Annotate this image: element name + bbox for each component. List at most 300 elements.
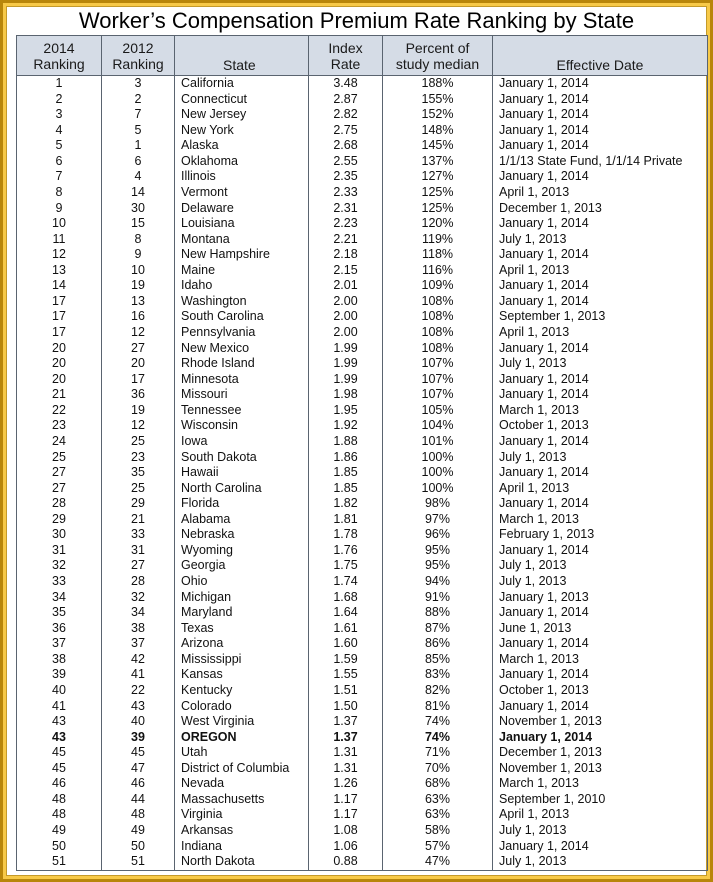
effective-date-cell: July 1, 2013 bbox=[493, 854, 708, 870]
rank-2012-cell: 21 bbox=[102, 512, 175, 528]
state-cell: Rhode Island bbox=[175, 356, 309, 372]
state-cell: Indiana bbox=[175, 839, 309, 855]
percent-median-cell: 94% bbox=[383, 574, 493, 590]
effective-date-cell: January 1, 2014 bbox=[493, 107, 708, 123]
rank-2014-cell: 21 bbox=[17, 387, 102, 403]
percent-median-cell: 105% bbox=[383, 403, 493, 419]
rank-2012-cell: 35 bbox=[102, 465, 175, 481]
index-rate-cell: 1.08 bbox=[309, 823, 383, 839]
rank-2014-cell: 37 bbox=[17, 636, 102, 652]
effective-date-cell: November 1, 2013 bbox=[493, 714, 708, 730]
index-rate-cell: 1.06 bbox=[309, 839, 383, 855]
effective-date-cell: July 1, 2013 bbox=[493, 232, 708, 248]
effective-date-cell: January 1, 2013 bbox=[493, 590, 708, 606]
rank-2014-cell: 31 bbox=[17, 543, 102, 559]
rank-2012-cell: 50 bbox=[102, 839, 175, 855]
effective-date-cell: January 1, 2014 bbox=[493, 294, 708, 310]
rank-2012-cell: 40 bbox=[102, 714, 175, 730]
index-rate-cell: 2.75 bbox=[309, 123, 383, 139]
state-cell: Nebraska bbox=[175, 527, 309, 543]
rank-2012-cell: 22 bbox=[102, 683, 175, 699]
index-rate-cell: 1.81 bbox=[309, 512, 383, 528]
percent-median-cell: 86% bbox=[383, 636, 493, 652]
table-row bbox=[17, 76, 708, 92]
table-row bbox=[17, 418, 708, 434]
state-cell: Arizona bbox=[175, 636, 309, 652]
percent-median-cell: 100% bbox=[383, 481, 493, 497]
table-row bbox=[17, 699, 708, 715]
table-row bbox=[17, 356, 708, 372]
effective-date-cell: April 1, 2013 bbox=[493, 185, 708, 201]
percent-median-cell: 145% bbox=[383, 138, 493, 154]
percent-median-cell: 100% bbox=[383, 450, 493, 466]
effective-date-cell: March 1, 2013 bbox=[493, 776, 708, 792]
rank-2012-cell: 33 bbox=[102, 527, 175, 543]
rank-2014-cell: 29 bbox=[17, 512, 102, 528]
rank-2012-cell: 17 bbox=[102, 372, 175, 388]
percent-median-cell: 119% bbox=[383, 232, 493, 248]
index-rate-cell: 2.18 bbox=[309, 247, 383, 263]
state-cell: Nevada bbox=[175, 776, 309, 792]
table-row bbox=[17, 434, 708, 450]
index-rate-cell: 1.88 bbox=[309, 434, 383, 450]
rank-2014-cell: 11 bbox=[17, 232, 102, 248]
rank-2014-cell: 1 bbox=[17, 76, 102, 92]
rank-2012-cell: 42 bbox=[102, 652, 175, 668]
header-percent-line1: Percent of bbox=[405, 39, 470, 56]
rank-2014-cell: 24 bbox=[17, 434, 102, 450]
effective-date-cell: March 1, 2013 bbox=[493, 403, 708, 419]
effective-date-cell: June 1, 2013 bbox=[493, 621, 708, 637]
percent-median-cell: 116% bbox=[383, 263, 493, 279]
percent-median-cell: 96% bbox=[383, 527, 493, 543]
table-row bbox=[17, 776, 708, 792]
table-row bbox=[17, 636, 708, 652]
percent-median-cell: 97% bbox=[383, 512, 493, 528]
index-rate-cell: 1.95 bbox=[309, 403, 383, 419]
rank-2012-cell: 39 bbox=[102, 730, 175, 746]
rank-2014-cell: 17 bbox=[17, 309, 102, 325]
rank-2012-cell: 48 bbox=[102, 807, 175, 823]
percent-median-cell: 125% bbox=[383, 185, 493, 201]
rank-2014-cell: 41 bbox=[17, 699, 102, 715]
table-body bbox=[17, 76, 708, 871]
state-cell: Tennessee bbox=[175, 403, 309, 419]
rank-2014-cell: 6 bbox=[17, 154, 102, 170]
rank-2012-cell: 19 bbox=[102, 278, 175, 294]
state-cell: Pennsylvania bbox=[175, 325, 309, 341]
index-rate-cell: 2.33 bbox=[309, 185, 383, 201]
rank-2012-cell: 37 bbox=[102, 636, 175, 652]
header-2012-ranking-line2: Ranking bbox=[112, 55, 164, 72]
rank-2014-cell: 2 bbox=[17, 92, 102, 108]
index-rate-cell: 2.35 bbox=[309, 169, 383, 185]
table-row bbox=[17, 107, 708, 123]
rank-2012-cell: 8 bbox=[102, 232, 175, 248]
frame-border bbox=[3, 3, 710, 879]
header-2014-ranking-line1: 2014 bbox=[43, 39, 75, 56]
rank-2012-cell: 23 bbox=[102, 450, 175, 466]
table-row bbox=[17, 823, 708, 839]
state-cell: Georgia bbox=[175, 558, 309, 574]
table-row bbox=[17, 621, 708, 637]
index-rate-cell: 1.74 bbox=[309, 574, 383, 590]
rank-2014-cell: 5 bbox=[17, 138, 102, 154]
effective-date-cell: April 1, 2013 bbox=[493, 807, 708, 823]
table-row bbox=[17, 403, 708, 419]
index-rate-cell: 2.68 bbox=[309, 138, 383, 154]
state-cell: Washington bbox=[175, 294, 309, 310]
table-row bbox=[17, 216, 708, 232]
table-row bbox=[17, 496, 708, 512]
rank-2014-cell: 20 bbox=[17, 356, 102, 372]
state-cell: Virginia bbox=[175, 807, 309, 823]
percent-median-cell: 108% bbox=[383, 309, 493, 325]
effective-date-cell: January 1, 2014 bbox=[493, 605, 708, 621]
index-rate-cell: 2.31 bbox=[309, 201, 383, 217]
index-rate-cell: 1.82 bbox=[309, 496, 383, 512]
table-row bbox=[17, 232, 708, 248]
rank-2012-cell: 5 bbox=[102, 123, 175, 139]
effective-date-cell: January 1, 2014 bbox=[493, 247, 708, 263]
index-rate-cell: 1.99 bbox=[309, 356, 383, 372]
table-row bbox=[17, 667, 708, 683]
state-cell: Kansas bbox=[175, 667, 309, 683]
rank-2014-cell: 49 bbox=[17, 823, 102, 839]
state-cell: Texas bbox=[175, 621, 309, 637]
effective-date-cell: November 1, 2013 bbox=[493, 761, 708, 777]
table-row bbox=[17, 450, 708, 466]
state-cell: Vermont bbox=[175, 185, 309, 201]
table-row bbox=[17, 372, 708, 388]
header-row bbox=[17, 36, 708, 76]
table-row bbox=[17, 465, 708, 481]
ranking-table bbox=[16, 35, 708, 871]
index-rate-cell: 2.21 bbox=[309, 232, 383, 248]
header-percent-of-median bbox=[383, 36, 493, 76]
table-row bbox=[17, 512, 708, 528]
table-row bbox=[17, 558, 708, 574]
table-row bbox=[17, 807, 708, 823]
rank-2012-cell: 30 bbox=[102, 201, 175, 217]
effective-date-cell: March 1, 2013 bbox=[493, 512, 708, 528]
rank-2014-cell: 45 bbox=[17, 745, 102, 761]
rank-2014-cell: 3 bbox=[17, 107, 102, 123]
percent-median-cell: 57% bbox=[383, 839, 493, 855]
document-page bbox=[6, 6, 707, 876]
index-rate-cell: 2.23 bbox=[309, 216, 383, 232]
effective-date-cell: February 1, 2013 bbox=[493, 527, 708, 543]
rank-2012-cell: 12 bbox=[102, 325, 175, 341]
percent-median-cell: 83% bbox=[383, 667, 493, 683]
state-cell: Missouri bbox=[175, 387, 309, 403]
index-rate-cell: 2.00 bbox=[309, 294, 383, 310]
rank-2014-cell: 36 bbox=[17, 621, 102, 637]
percent-median-cell: 88% bbox=[383, 605, 493, 621]
rank-2014-cell: 20 bbox=[17, 341, 102, 357]
index-rate-cell: 1.31 bbox=[309, 745, 383, 761]
index-rate-cell: 1.64 bbox=[309, 605, 383, 621]
table-row bbox=[17, 745, 708, 761]
rank-2012-cell: 49 bbox=[102, 823, 175, 839]
state-cell: North Carolina bbox=[175, 481, 309, 497]
percent-median-cell: 68% bbox=[383, 776, 493, 792]
table-row bbox=[17, 247, 708, 263]
percent-median-cell: 81% bbox=[383, 699, 493, 715]
rank-2014-cell: 13 bbox=[17, 263, 102, 279]
rank-2014-cell: 4 bbox=[17, 123, 102, 139]
effective-date-cell: January 1, 2014 bbox=[493, 278, 708, 294]
state-cell: Louisiana bbox=[175, 216, 309, 232]
index-rate-cell: 2.87 bbox=[309, 92, 383, 108]
effective-date-cell: January 1, 2014 bbox=[493, 76, 708, 92]
state-cell: North Dakota bbox=[175, 854, 309, 870]
effective-date-cell: January 1, 2014 bbox=[493, 387, 708, 403]
table-row bbox=[17, 92, 708, 108]
percent-median-cell: 108% bbox=[383, 325, 493, 341]
rank-2014-cell: 10 bbox=[17, 216, 102, 232]
state-cell: Oklahoma bbox=[175, 154, 309, 170]
rank-2014-cell: 38 bbox=[17, 652, 102, 668]
percent-median-cell: 104% bbox=[383, 418, 493, 434]
rank-2012-cell: 32 bbox=[102, 590, 175, 606]
header-state: State bbox=[175, 36, 309, 76]
table-row bbox=[17, 263, 708, 279]
percent-median-cell: 109% bbox=[383, 278, 493, 294]
index-rate-cell: 2.00 bbox=[309, 325, 383, 341]
effective-date-cell: April 1, 2013 bbox=[493, 325, 708, 341]
effective-date-cell: July 1, 2013 bbox=[493, 356, 708, 372]
rank-2012-cell: 29 bbox=[102, 496, 175, 512]
effective-date-cell: January 1, 2014 bbox=[493, 667, 708, 683]
rank-2012-cell: 27 bbox=[102, 558, 175, 574]
rank-2014-cell: 20 bbox=[17, 372, 102, 388]
rank-2014-cell: 8 bbox=[17, 185, 102, 201]
percent-median-cell: 120% bbox=[383, 216, 493, 232]
table-row bbox=[17, 730, 708, 746]
effective-date-cell: January 1, 2014 bbox=[493, 138, 708, 154]
index-rate-cell: 1.31 bbox=[309, 761, 383, 777]
percent-median-cell: 71% bbox=[383, 745, 493, 761]
index-rate-cell: 1.85 bbox=[309, 481, 383, 497]
table-row bbox=[17, 543, 708, 559]
header-percent-line2: study median bbox=[395, 55, 480, 72]
rank-2014-cell: 51 bbox=[17, 854, 102, 870]
index-rate-cell: 1.26 bbox=[309, 776, 383, 792]
table-row bbox=[17, 839, 708, 855]
index-rate-cell: 1.37 bbox=[309, 714, 383, 730]
effective-date-cell: 1/1/13 State Fund, 1/1/14 Private bbox=[493, 154, 708, 170]
state-cell: Arkansas bbox=[175, 823, 309, 839]
table-row bbox=[17, 154, 708, 170]
effective-date-cell: January 1, 2014 bbox=[493, 169, 708, 185]
percent-median-cell: 98% bbox=[383, 496, 493, 512]
effective-date-cell: September 1, 2013 bbox=[493, 309, 708, 325]
effective-date-cell: January 1, 2014 bbox=[493, 372, 708, 388]
percent-median-cell: 148% bbox=[383, 123, 493, 139]
effective-date-cell: July 1, 2013 bbox=[493, 450, 708, 466]
index-rate-cell: 1.86 bbox=[309, 450, 383, 466]
rank-2012-cell: 16 bbox=[102, 309, 175, 325]
header-effective-date: Effective Date bbox=[493, 36, 708, 76]
effective-date-cell: January 1, 2014 bbox=[493, 699, 708, 715]
rank-2012-cell: 2 bbox=[102, 92, 175, 108]
header-2014-ranking-line2: Ranking bbox=[33, 55, 85, 72]
percent-median-cell: 137% bbox=[383, 154, 493, 170]
rank-2014-cell: 48 bbox=[17, 792, 102, 808]
percent-median-cell: 125% bbox=[383, 201, 493, 217]
table-row bbox=[17, 652, 708, 668]
state-cell: Montana bbox=[175, 232, 309, 248]
state-cell: Delaware bbox=[175, 201, 309, 217]
rank-2014-cell: 39 bbox=[17, 667, 102, 683]
rank-2012-cell: 44 bbox=[102, 792, 175, 808]
percent-median-cell: 107% bbox=[383, 372, 493, 388]
page-title: Worker’s Compensation Premium Rate Ranking by State bbox=[78, 8, 635, 33]
rank-2012-cell: 45 bbox=[102, 745, 175, 761]
percent-median-cell: 127% bbox=[383, 169, 493, 185]
rank-2012-cell: 28 bbox=[102, 574, 175, 590]
rank-2012-cell: 19 bbox=[102, 403, 175, 419]
percent-median-cell: 118% bbox=[383, 247, 493, 263]
state-cell: Kentucky bbox=[175, 683, 309, 699]
table-row bbox=[17, 294, 708, 310]
state-cell: New Mexico bbox=[175, 341, 309, 357]
rank-2014-cell: 12 bbox=[17, 247, 102, 263]
rank-2012-cell: 6 bbox=[102, 154, 175, 170]
state-cell: Colorado bbox=[175, 699, 309, 715]
table-row bbox=[17, 201, 708, 217]
effective-date-cell: October 1, 2013 bbox=[493, 683, 708, 699]
index-rate-cell: 1.78 bbox=[309, 527, 383, 543]
rank-2012-cell: 12 bbox=[102, 418, 175, 434]
table-row bbox=[17, 792, 708, 808]
rank-2012-cell: 25 bbox=[102, 481, 175, 497]
rank-2014-cell: 43 bbox=[17, 714, 102, 730]
table-row bbox=[17, 590, 708, 606]
state-cell: Iowa bbox=[175, 434, 309, 450]
index-rate-cell: 1.76 bbox=[309, 543, 383, 559]
table-row bbox=[17, 341, 708, 357]
table-row bbox=[17, 481, 708, 497]
index-rate-cell: 1.85 bbox=[309, 465, 383, 481]
rank-2012-cell: 9 bbox=[102, 247, 175, 263]
effective-date-cell: January 1, 2014 bbox=[493, 92, 708, 108]
rank-2014-cell: 48 bbox=[17, 807, 102, 823]
rank-2014-cell: 27 bbox=[17, 465, 102, 481]
state-cell: New Jersey bbox=[175, 107, 309, 123]
rank-2014-cell: 40 bbox=[17, 683, 102, 699]
rank-2014-cell: 30 bbox=[17, 527, 102, 543]
rank-2012-cell: 15 bbox=[102, 216, 175, 232]
effective-date-cell: July 1, 2013 bbox=[493, 558, 708, 574]
index-rate-cell: 1.55 bbox=[309, 667, 383, 683]
percent-median-cell: 101% bbox=[383, 434, 493, 450]
header-2014-ranking bbox=[17, 36, 102, 76]
effective-date-cell: January 1, 2014 bbox=[493, 123, 708, 139]
effective-date-cell: April 1, 2013 bbox=[493, 263, 708, 279]
index-rate-cell: 1.75 bbox=[309, 558, 383, 574]
effective-date-cell: October 1, 2013 bbox=[493, 418, 708, 434]
percent-median-cell: 100% bbox=[383, 465, 493, 481]
state-cell: New York bbox=[175, 123, 309, 139]
rank-2014-cell: 7 bbox=[17, 169, 102, 185]
state-cell: Massachusetts bbox=[175, 792, 309, 808]
effective-date-cell: July 1, 2013 bbox=[493, 574, 708, 590]
percent-median-cell: 188% bbox=[383, 76, 493, 92]
effective-date-cell: March 1, 2013 bbox=[493, 652, 708, 668]
header-2012-ranking bbox=[102, 36, 175, 76]
rank-2014-cell: 46 bbox=[17, 776, 102, 792]
effective-date-cell: April 1, 2013 bbox=[493, 481, 708, 497]
rank-2012-cell: 36 bbox=[102, 387, 175, 403]
index-rate-cell: 0.88 bbox=[309, 854, 383, 870]
rank-2014-cell: 17 bbox=[17, 325, 102, 341]
rank-2012-cell: 14 bbox=[102, 185, 175, 201]
index-rate-cell: 2.55 bbox=[309, 154, 383, 170]
percent-median-cell: 74% bbox=[383, 714, 493, 730]
index-rate-cell: 2.82 bbox=[309, 107, 383, 123]
index-rate-cell: 2.15 bbox=[309, 263, 383, 279]
table-row bbox=[17, 185, 708, 201]
index-rate-cell: 3.48 bbox=[309, 76, 383, 92]
rank-2012-cell: 27 bbox=[102, 341, 175, 357]
rank-2014-cell: 32 bbox=[17, 558, 102, 574]
state-cell: Illinois bbox=[175, 169, 309, 185]
rank-2012-cell: 7 bbox=[102, 107, 175, 123]
rank-2012-cell: 20 bbox=[102, 356, 175, 372]
table-row bbox=[17, 854, 708, 870]
table-row bbox=[17, 387, 708, 403]
index-rate-cell: 1.37 bbox=[309, 730, 383, 746]
state-cell: Ohio bbox=[175, 574, 309, 590]
percent-median-cell: 107% bbox=[383, 387, 493, 403]
rank-2014-cell: 9 bbox=[17, 201, 102, 217]
table-row bbox=[17, 714, 708, 730]
rank-2014-cell: 33 bbox=[17, 574, 102, 590]
percent-median-cell: 108% bbox=[383, 294, 493, 310]
table-row bbox=[17, 325, 708, 341]
index-rate-cell: 1.17 bbox=[309, 792, 383, 808]
state-cell: Florida bbox=[175, 496, 309, 512]
rank-2014-cell: 22 bbox=[17, 403, 102, 419]
table-row bbox=[17, 278, 708, 294]
state-cell: South Dakota bbox=[175, 450, 309, 466]
index-rate-cell: 1.99 bbox=[309, 372, 383, 388]
rank-2012-cell: 41 bbox=[102, 667, 175, 683]
state-cell: OREGON bbox=[175, 730, 309, 746]
effective-date-cell: January 1, 2014 bbox=[493, 543, 708, 559]
percent-median-cell: 155% bbox=[383, 92, 493, 108]
percent-median-cell: 95% bbox=[383, 543, 493, 559]
percent-median-cell: 63% bbox=[383, 792, 493, 808]
effective-date-cell: December 1, 2013 bbox=[493, 201, 708, 217]
effective-date-cell: January 1, 2014 bbox=[493, 434, 708, 450]
rank-2012-cell: 10 bbox=[102, 263, 175, 279]
state-cell: Utah bbox=[175, 745, 309, 761]
table-row bbox=[17, 309, 708, 325]
state-cell: Wisconsin bbox=[175, 418, 309, 434]
percent-median-cell: 107% bbox=[383, 356, 493, 372]
rank-2012-cell: 13 bbox=[102, 294, 175, 310]
rank-2012-cell: 4 bbox=[102, 169, 175, 185]
state-cell: West Virginia bbox=[175, 714, 309, 730]
index-rate-cell: 1.68 bbox=[309, 590, 383, 606]
header-2012-ranking-line1: 2012 bbox=[122, 39, 154, 56]
effective-date-cell: January 1, 2014 bbox=[493, 496, 708, 512]
state-cell: District of Columbia bbox=[175, 761, 309, 777]
rank-2014-cell: 45 bbox=[17, 761, 102, 777]
